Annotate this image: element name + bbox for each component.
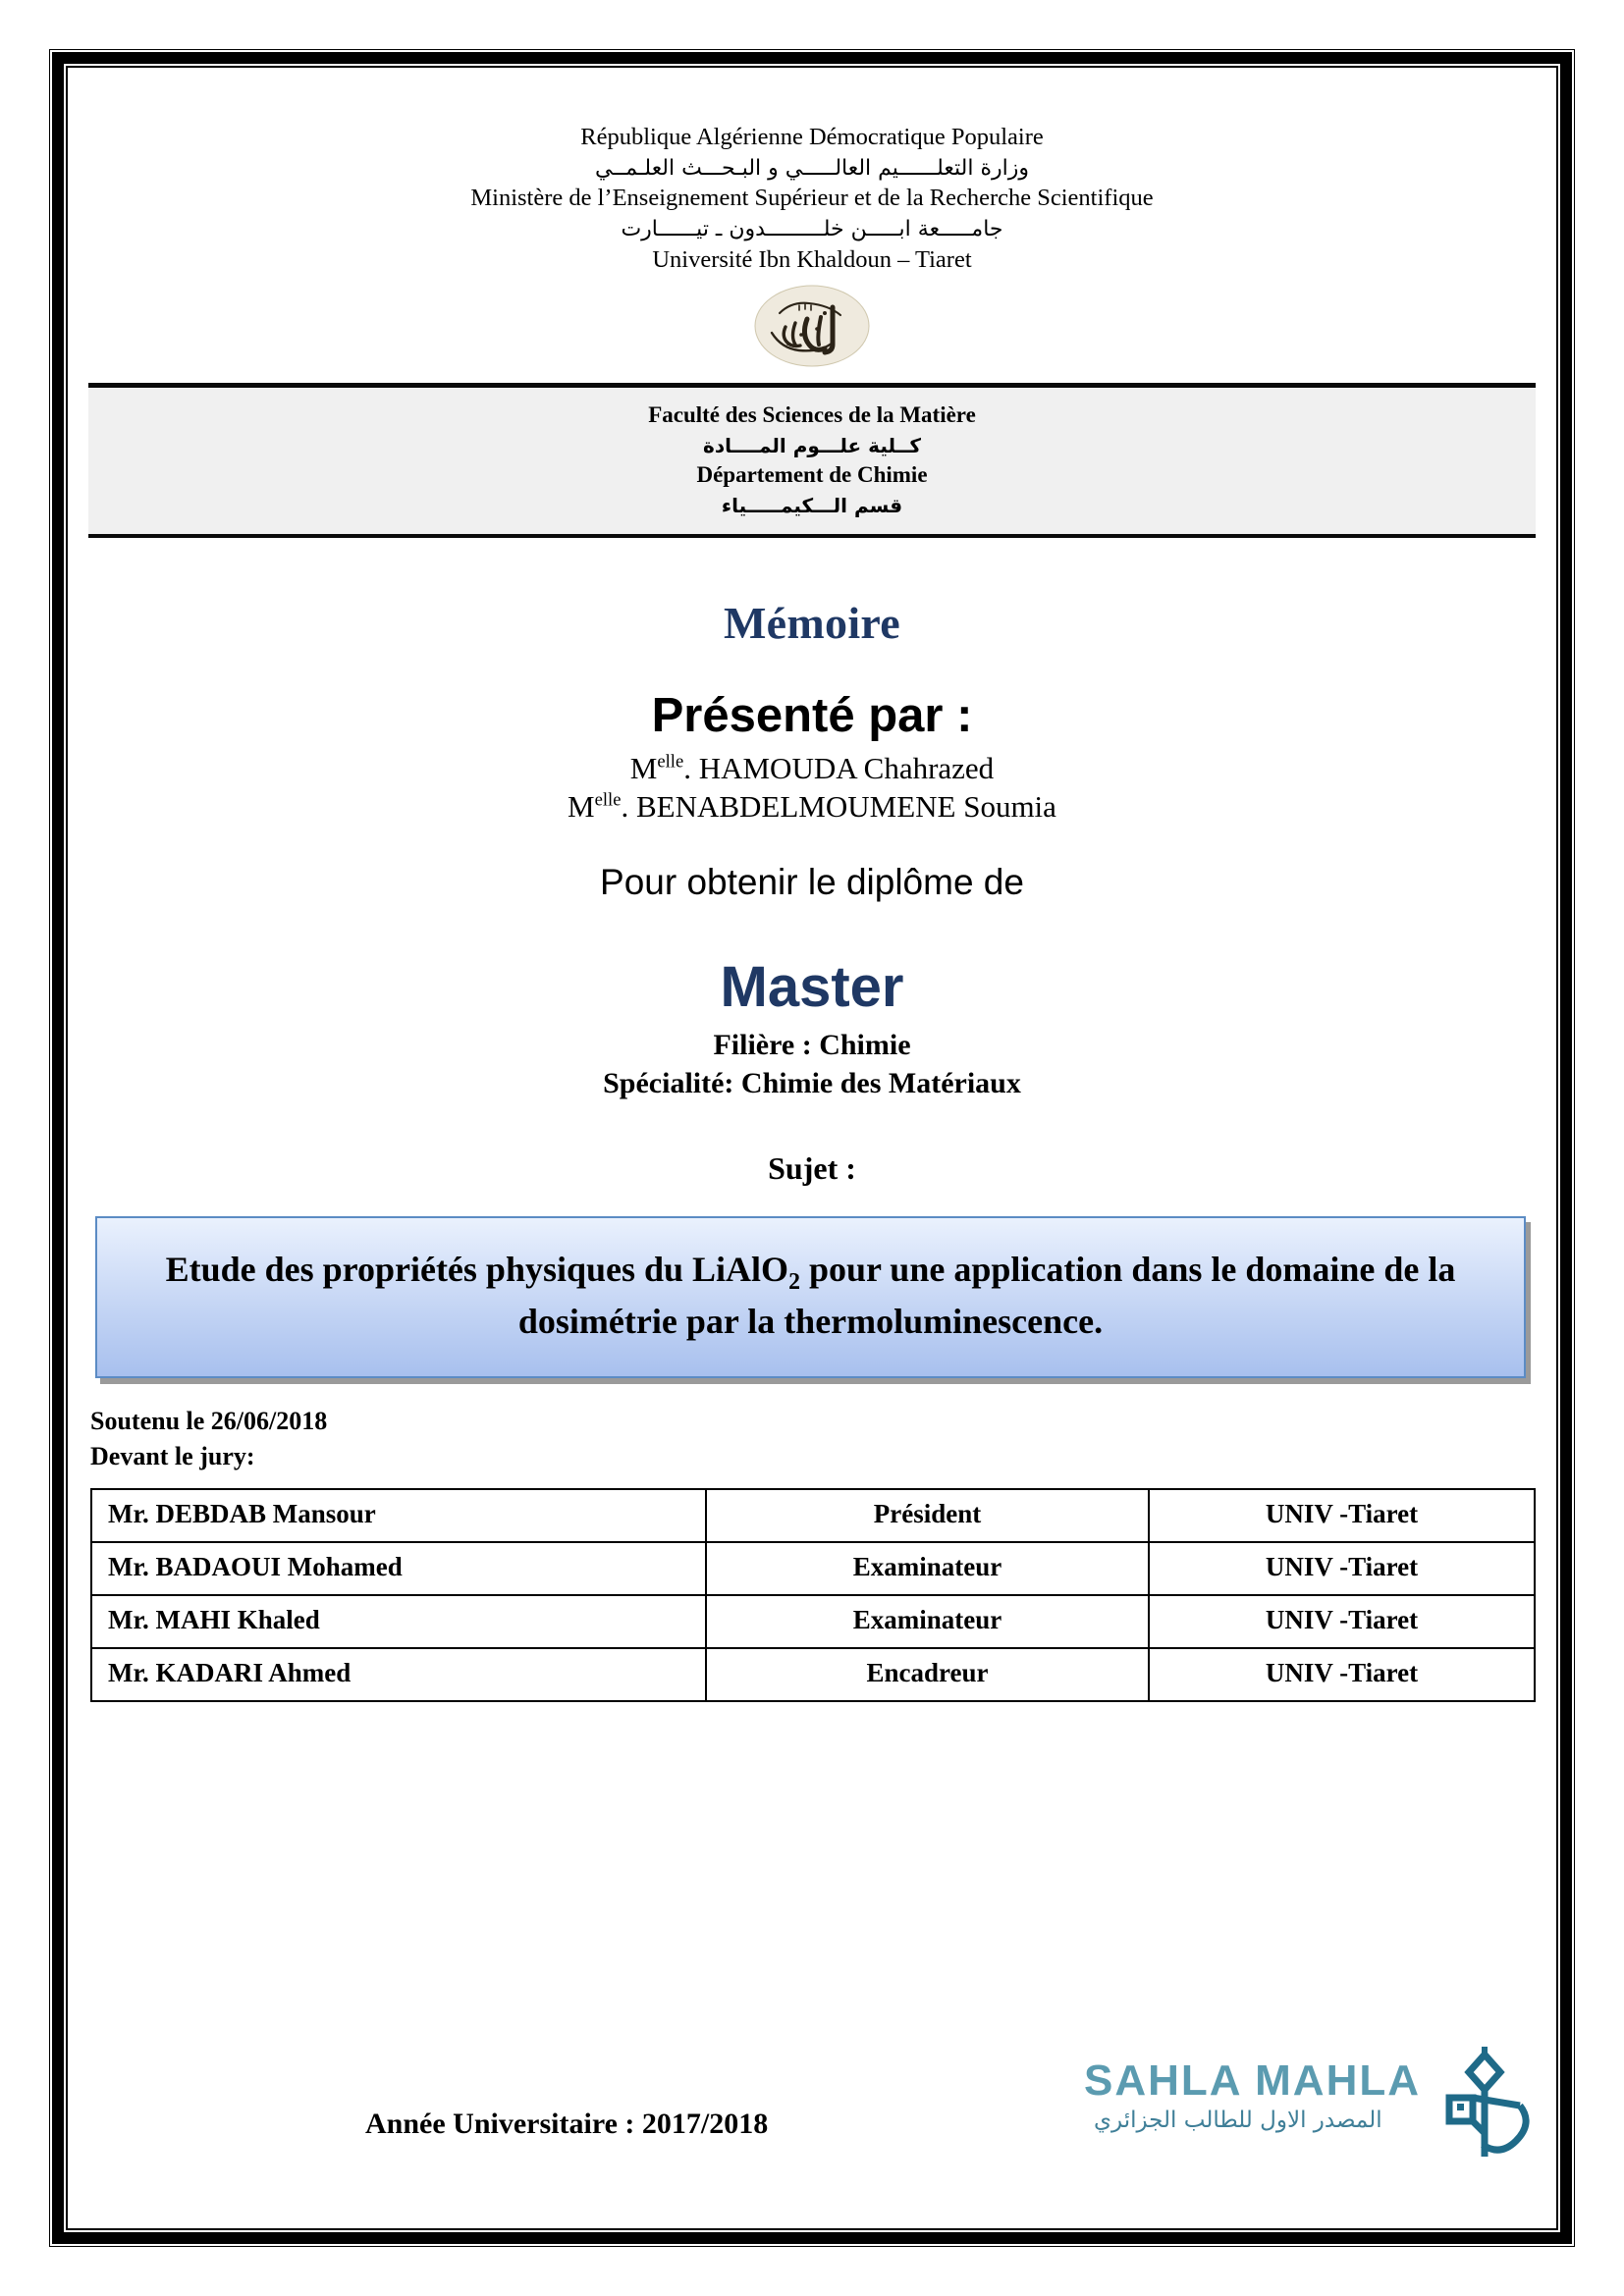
author-separator: . xyxy=(683,750,699,785)
jury-member-name: Mr. BADAOUI Mohamed xyxy=(91,1542,706,1595)
jury-member-name: Mr. MAHI Khaled xyxy=(91,1595,706,1648)
header-line-university-fr: Université Ibn Khaldoun – Tiaret xyxy=(652,245,972,273)
author-name: BENABDELMOUMENE Soumia xyxy=(635,789,1056,825)
specialite-line: Spécialité: Chimie des Matériaux xyxy=(603,1067,1021,1100)
table-row xyxy=(91,1595,1535,1648)
seal-container xyxy=(81,284,1543,372)
faculty-name-fr: Faculté des Sciences de la Matière xyxy=(648,402,976,428)
page-content xyxy=(81,80,1543,2216)
faculty-name-ar: كــلية علـــوم المــــادة xyxy=(703,434,921,458)
subject-box xyxy=(95,1216,1526,1378)
author-title-suffix: elle xyxy=(657,751,684,773)
subject-title xyxy=(136,1244,1485,1347)
page-footer xyxy=(81,2039,1543,2186)
pour-obtenir-label: Pour obtenir le diplôme de xyxy=(600,861,1024,902)
author-name: HAMOUDA Chahrazed xyxy=(698,750,995,785)
author-title: M xyxy=(568,789,595,825)
jury-member-role: Examinateur xyxy=(706,1542,1149,1595)
filiere-line: Filière : Chimie xyxy=(713,1028,911,1061)
jury-member-name: Mr. KADARI Ahmed xyxy=(91,1648,706,1701)
institution-header xyxy=(81,80,1543,276)
authors-list xyxy=(81,749,1543,827)
subject-part-2: pour une application dans le domaine de la dosimétrie par la thermoluminescence. xyxy=(517,1250,1456,1341)
author-row xyxy=(81,787,1543,827)
jury-member-university: UNIV -Tiaret xyxy=(1149,1489,1535,1542)
defense-date-line: Soutenu le 26/06/2018 xyxy=(90,1407,328,1436)
jury-table xyxy=(90,1488,1536,1702)
jury-member-name: Mr. DEBDAB Mansour xyxy=(91,1489,706,1542)
sahla-mahla-diamond-logo-icon xyxy=(1428,2047,1542,2164)
jury-member-university: UNIV -Tiaret xyxy=(1149,1648,1535,1701)
author-row xyxy=(81,749,1543,788)
subject-box-container xyxy=(95,1216,1526,1378)
subject-subscript: 2 xyxy=(788,1269,800,1296)
jury-member-university: UNIV -Tiaret xyxy=(1149,1595,1535,1648)
header-line-ministry-ar: وزارة التعلــــــيم العالـــــي و البـحـــث العلـمــي xyxy=(595,155,1029,181)
faculty-department-box xyxy=(88,383,1536,537)
table-row xyxy=(91,1648,1535,1701)
watermark-brand-text: SAHLA MAHLA xyxy=(1084,2056,1421,2105)
table-row xyxy=(91,1489,1535,1542)
master-degree-title: Master xyxy=(720,954,904,1019)
defense-info xyxy=(90,1404,1543,1474)
header-line-republic: République Algérienne Démocratique Populaire xyxy=(580,124,1044,150)
jury-member-role: Président xyxy=(706,1489,1149,1542)
subject-part-1: Etude des propriétés physiques du LiAlO xyxy=(165,1250,789,1290)
author-separator: . xyxy=(621,789,636,825)
jury-label: Devant le jury: xyxy=(90,1442,255,1471)
university-seal-icon xyxy=(738,284,886,368)
author-title: M xyxy=(629,750,658,785)
author-title-suffix: elle xyxy=(594,789,622,811)
department-name-ar: قسم الـــكيمـــــياء xyxy=(721,494,903,518)
presented-by-label: Présenté par : xyxy=(651,688,973,742)
header-line-ministry-fr: Ministère de l’Enseignement Supérieur et de la Recherche Scientifique xyxy=(470,185,1154,212)
sahla-mahla-watermark xyxy=(1084,2053,1536,2159)
sujet-label: Sujet : xyxy=(768,1150,856,1187)
table-row xyxy=(91,1542,1535,1595)
memoire-title: Mémoire xyxy=(723,597,901,648)
jury-member-role: Encadreur xyxy=(706,1648,1149,1701)
department-name-fr: Département de Chimie xyxy=(696,462,928,488)
watermark-tagline-ar: المصدر الاول للطالب الجزائري xyxy=(1094,2108,1382,2133)
header-line-university-ar: جامـــــعة ابـــــن خلـــــــــدون ـ تيــــــارت xyxy=(621,217,1003,242)
jury-member-university: UNIV -Tiaret xyxy=(1149,1542,1535,1595)
jury-member-role: Examinateur xyxy=(706,1595,1149,1648)
academic-year: Année Universitaire : 2017/2018 xyxy=(365,2108,769,2140)
